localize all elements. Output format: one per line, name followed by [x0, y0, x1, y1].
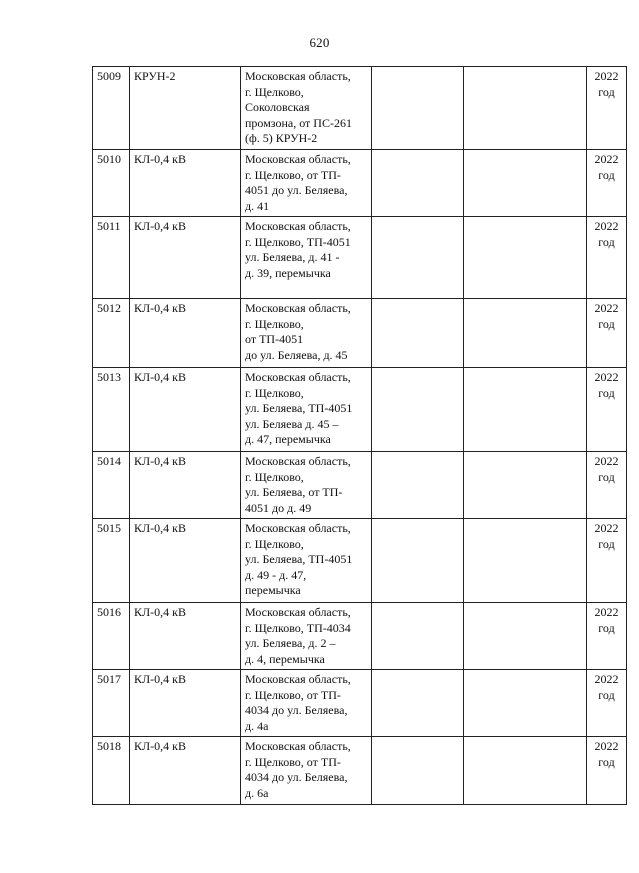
year-cell: 2022 год: [587, 670, 627, 737]
table-row: [93, 368, 627, 452]
empty-cell: [372, 452, 464, 519]
object-name: КЛ-0,4 кВ: [130, 217, 241, 299]
year-cell: 2022 год: [587, 67, 627, 150]
object-address: Московская область, г. Щелково, от ТП- 4051 до ул. Беляева, д. 41: [241, 150, 372, 217]
empty-cell: [372, 519, 464, 603]
object-name: КЛ-0,4 кВ: [130, 150, 241, 217]
object-name: КЛ-0,4 кВ: [130, 368, 241, 452]
object-address: Московская область, г. Щелково, ул. Беляева, ТП-4051 ул. Беляева д. 45 – д. 47, перемычка: [241, 368, 372, 452]
year-cell: 2022 год: [587, 603, 627, 670]
table-row: [93, 299, 627, 368]
empty-cell: [464, 299, 587, 368]
object-name: КЛ-0,4 кВ: [130, 299, 241, 368]
row-number: 5015: [93, 519, 130, 603]
row-number: 5012: [93, 299, 130, 368]
object-name: КЛ-0,4 кВ: [130, 519, 241, 603]
object-address: Московская область, г. Щелково, ул. Беляева, от ТП- 4051 до д. 49: [241, 452, 372, 519]
empty-cell: [464, 67, 587, 150]
empty-cell: [372, 150, 464, 217]
row-number: 5018: [93, 737, 130, 805]
table-row: [93, 452, 627, 519]
object-address: Московская область, г. Щелково, ТП-4034 ул. Беляева, д. 2 – д. 4, перемычка: [241, 603, 372, 670]
year-cell: 2022 год: [587, 452, 627, 519]
object-name: КЛ-0,4 кВ: [130, 670, 241, 737]
row-number: 5009: [93, 67, 130, 150]
empty-cell: [372, 670, 464, 737]
year-cell: 2022 год: [587, 299, 627, 368]
object-address: Московская область, г. Щелково, от ТП- 4034 до ул. Беляева, д. 6а: [241, 737, 372, 805]
object-address: Московская область, г. Щелково, ул. Беляева, ТП-4051 д. 49 - д. 47, перемычка: [241, 519, 372, 603]
empty-cell: [464, 519, 587, 603]
object-address: Московская область, г. Щелково, Соколовская промзона, от ПС-261 (ф. 5) КРУН-2: [241, 67, 372, 150]
object-address: Московская область, г. Щелково, ТП-4051 ул. Беляева, д. 41 - д. 39, перемычка: [241, 217, 372, 299]
empty-cell: [464, 368, 587, 452]
empty-cell: [464, 452, 587, 519]
empty-cell: [372, 299, 464, 368]
row-number: 5011: [93, 217, 130, 299]
empty-cell: [464, 737, 587, 805]
object-name: КРУН-2: [130, 67, 241, 150]
table-row: [93, 519, 627, 603]
empty-cell: [464, 150, 587, 217]
empty-cell: [464, 217, 587, 299]
object-name: КЛ-0,4 кВ: [130, 603, 241, 670]
empty-cell: [464, 603, 587, 670]
table-row: [93, 67, 627, 150]
table-row: [93, 217, 627, 299]
year-cell: 2022 год: [587, 150, 627, 217]
table-row: [93, 670, 627, 737]
table-row: [93, 737, 627, 805]
row-number: 5017: [93, 670, 130, 737]
registry-table: [92, 66, 627, 805]
row-number: 5013: [93, 368, 130, 452]
empty-cell: [372, 603, 464, 670]
empty-cell: [372, 217, 464, 299]
empty-cell: [372, 67, 464, 150]
empty-cell: [464, 670, 587, 737]
object-name: КЛ-0,4 кВ: [130, 452, 241, 519]
table-row: [93, 150, 627, 217]
year-cell: 2022 год: [587, 519, 627, 603]
year-cell: 2022 год: [587, 217, 627, 299]
object-address: Московская область, г. Щелково, от ТП- 4034 до ул. Беляева, д. 4а: [241, 670, 372, 737]
empty-cell: [372, 368, 464, 452]
year-cell: 2022 год: [587, 368, 627, 452]
page-number: 620: [309, 35, 330, 50]
object-name: КЛ-0,4 кВ: [130, 737, 241, 805]
year-cell: 2022 год: [587, 737, 627, 805]
row-number: 5016: [93, 603, 130, 670]
table-row: [93, 603, 627, 670]
empty-cell: [372, 737, 464, 805]
row-number: 5010: [93, 150, 130, 217]
row-number: 5014: [93, 452, 130, 519]
object-address: Московская область, г. Щелково, от ТП-4051 до ул. Беляева, д. 45: [241, 299, 372, 368]
